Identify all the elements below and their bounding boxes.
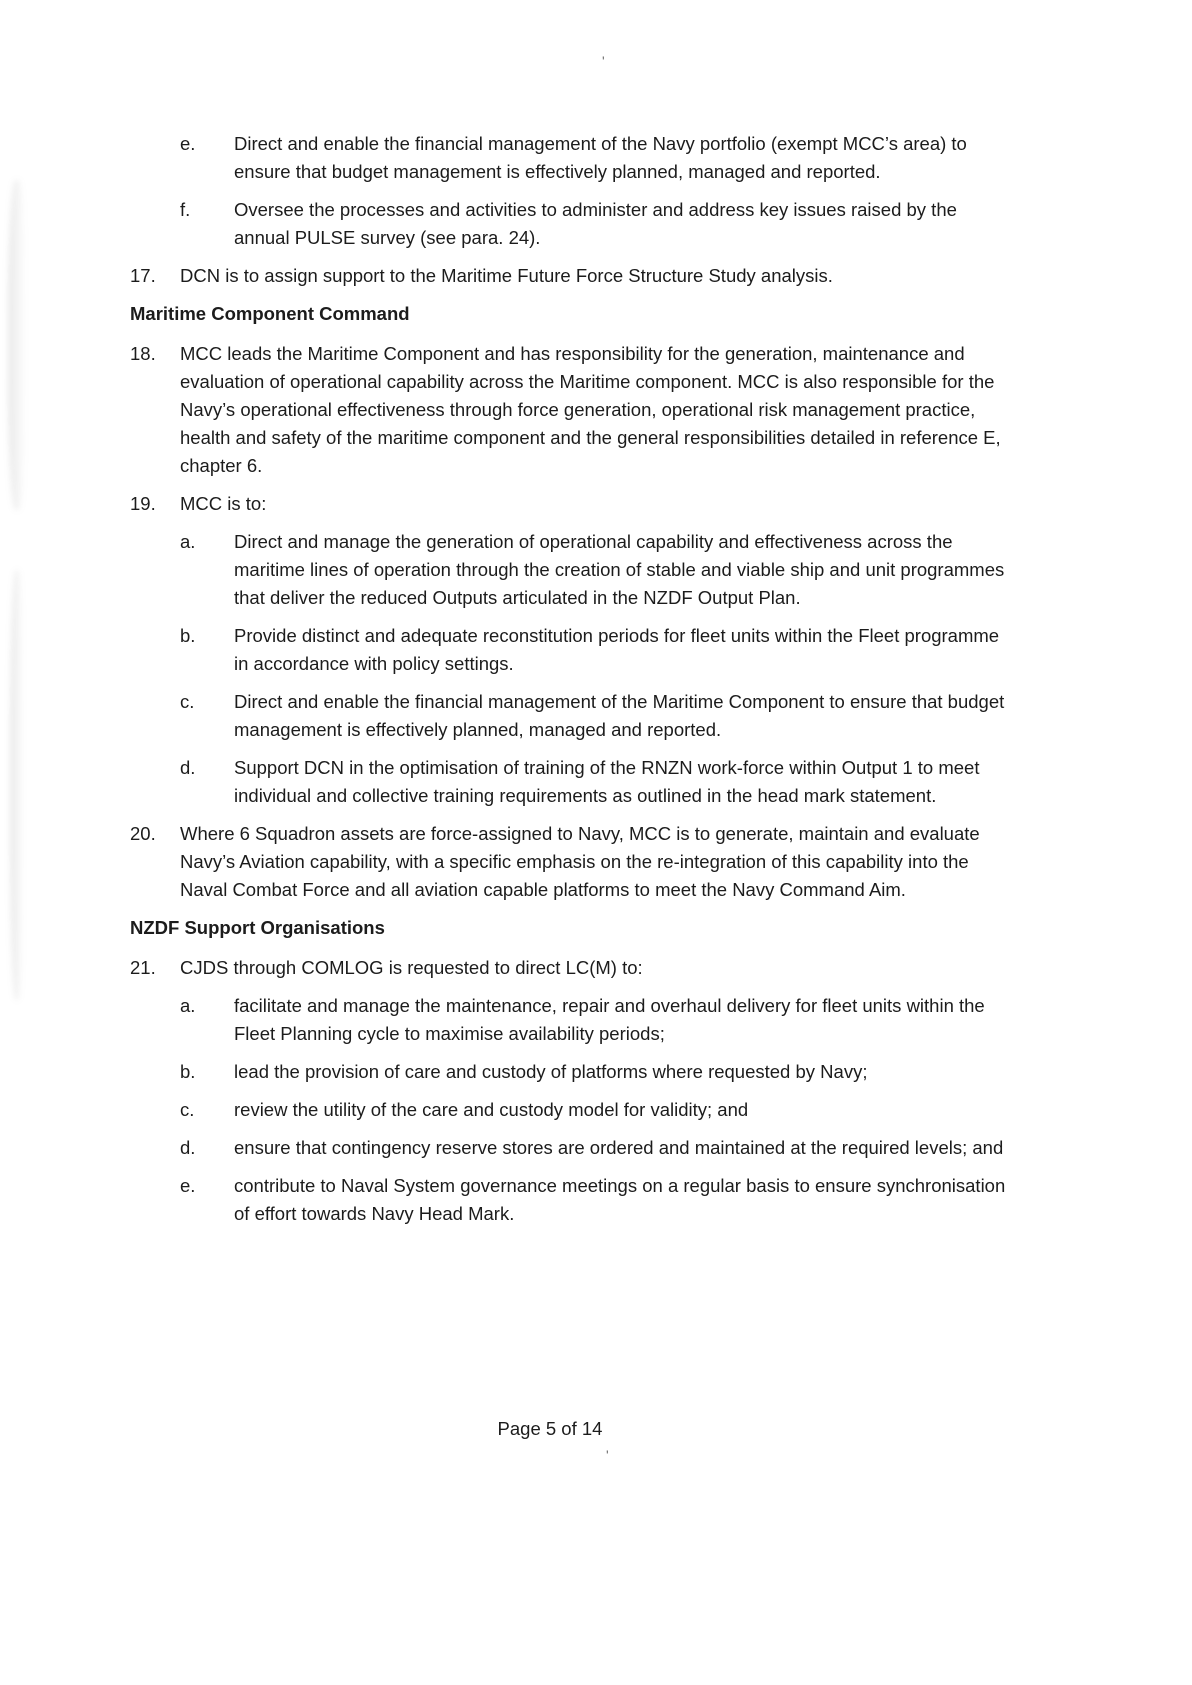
- item-label: b.: [180, 625, 196, 646]
- scan-tick-mark-bottom: ': [606, 1447, 609, 1463]
- item-text: contribute to Naval System governance meetings on a regular basis to ensure synchronisation of effort towards Navy Head Mark.: [234, 1175, 1006, 1224]
- list-item-19c: [130, 688, 1012, 744]
- item-label: b.: [180, 1061, 196, 1082]
- list-item-21e: [130, 1172, 1012, 1228]
- list-item-20: [130, 820, 1012, 904]
- list-item-f: [130, 196, 1012, 252]
- page-number-footer: Page 5 of 14: [497, 1418, 603, 1439]
- list-item-21: [130, 954, 1012, 982]
- list-item-21a: [130, 992, 1012, 1048]
- item-label: e.: [180, 133, 196, 154]
- item-label: e.: [180, 1175, 196, 1196]
- list-item-21d: [130, 1134, 1012, 1162]
- item-text: MCC leads the Maritime Component and has responsibility for the generation, maintenance and evaluation of operational capability across the Maritime component. MCC is also responsible for the Navy’s operational effectiveness through force generation, operational risk management practice, health and safety of the maritime component and the general responsibilities detailed in reference E, chapter 6.: [180, 343, 1001, 476]
- section-heading-maritime-component-command: Maritime Component Command: [130, 303, 410, 324]
- item-text: Oversee the processes and activities to administer and address key issues raised by the annual PULSE survey (see para. 24).: [234, 199, 957, 248]
- item-label: d.: [180, 1137, 196, 1158]
- document-body: [130, 130, 1012, 1238]
- item-text: Where 6 Squadron assets are force-assigned to Navy, MCC is to generate, maintain and evaluate Navy’s Aviation capability, with a specific emphasis on the re-integration of this capability into the Naval Combat Force and all aviation capable platforms to meet the Navy Command Aim.: [180, 823, 980, 900]
- list-item-21c: [130, 1096, 1012, 1124]
- item-label: 18.: [130, 343, 156, 364]
- scan-artifact-left-edge: [10, 570, 24, 1000]
- item-label: 21.: [130, 957, 156, 978]
- list-item-19d: [130, 754, 1012, 810]
- item-label: 19.: [130, 493, 156, 514]
- item-label: f.: [180, 199, 191, 220]
- item-label: a.: [180, 995, 196, 1016]
- item-text: CJDS through COMLOG is requested to direct LC(M) to:: [180, 957, 643, 978]
- item-label: d.: [180, 757, 196, 778]
- item-label: c.: [180, 1099, 195, 1120]
- section-heading-nzdf-support-organisations: NZDF Support Organisations: [130, 917, 385, 938]
- list-item-18: [130, 340, 1012, 480]
- item-text: lead the provision of care and custody of platforms where requested by Navy;: [234, 1061, 868, 1082]
- item-text: Direct and enable the financial management of the Navy portfolio (exempt MCC’s area) to ensure that budget management is effectively planned, managed and reported.: [234, 133, 967, 182]
- item-text: review the utility of the care and custody model for validity; and: [234, 1099, 749, 1120]
- scan-tick-mark-top: ': [602, 53, 605, 69]
- list-item-21b: [130, 1058, 1012, 1086]
- item-text: Provide distinct and adequate reconstitution periods for fleet units within the Fleet programme in accordance with policy settings.: [234, 625, 1000, 674]
- item-text: facilitate and manage the maintenance, repair and overhaul delivery for fleet units within the Fleet Planning cycle to maximise availability periods;: [234, 995, 985, 1044]
- list-item-e: [130, 130, 1012, 186]
- item-label: c.: [180, 691, 195, 712]
- list-item-19b: [130, 622, 1012, 678]
- item-text: ensure that contingency reserve stores are ordered and maintained at the required levels; and: [234, 1137, 1004, 1158]
- list-item-17: [130, 262, 1012, 290]
- scan-artifact-left-edge: [8, 180, 26, 510]
- item-text: DCN is to assign support to the Maritime Future Force Structure Study analysis.: [180, 265, 833, 286]
- item-label: 20.: [130, 823, 156, 844]
- item-label: 17.: [130, 265, 156, 286]
- item-text: Support DCN in the optimisation of training of the RNZN work-force within Output 1 to meet individual and collective training requirements as outlined in the head mark statement.: [234, 757, 980, 806]
- item-label: a.: [180, 531, 196, 552]
- item-text: MCC is to:: [180, 493, 267, 514]
- item-text: Direct and enable the financial management of the Maritime Component to ensure that budget management is effectively planned, managed and reported.: [234, 691, 1005, 740]
- list-item-19: [130, 490, 1012, 518]
- item-text: Direct and manage the generation of operational capability and effectiveness across the maritime lines of operation through the creation of stable and viable ship and unit programmes that deliver the reduced Outputs articulated in the NZDF Output Plan.: [234, 531, 1005, 608]
- list-item-19a: [130, 528, 1012, 612]
